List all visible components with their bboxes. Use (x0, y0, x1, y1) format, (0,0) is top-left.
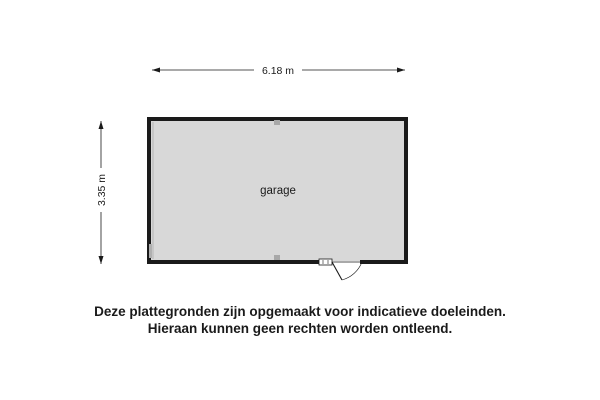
height-arrow-bottom-icon (99, 256, 104, 264)
height-dimension-label: 3.35 m (96, 173, 108, 207)
width-dimension (152, 62, 405, 78)
wall-marker-top (274, 120, 280, 125)
width-arrow-left-icon (152, 68, 160, 73)
wall-marker-left (149, 244, 152, 258)
width-arrow-right-icon (397, 68, 405, 73)
disclaimer-line-1: Deze plattegronden zijn opgemaakt voor indicatieve doeleinden. (94, 304, 506, 319)
height-arrow-top-icon (99, 121, 104, 129)
height-dimension (93, 121, 109, 264)
door-frame (319, 259, 332, 265)
door-icon (319, 259, 362, 280)
wall-marker-bottom (274, 255, 280, 260)
disclaimer-line-2: Hieraan kunnen geen rechten worden ontleend. (147, 321, 453, 336)
room-label-garage: garage (260, 185, 296, 197)
width-dimension-label: 6.18 m (261, 65, 295, 77)
door-leaf (332, 262, 342, 280)
door-swing-arc (342, 262, 362, 280)
